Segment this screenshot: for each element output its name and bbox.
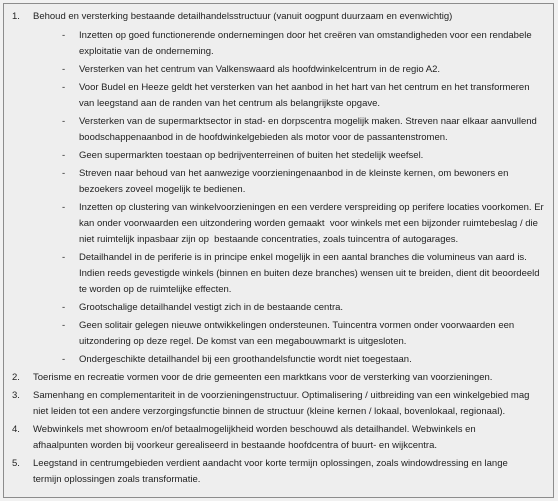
sub-item-text-line: exploitatie van de onderneming.: [79, 46, 214, 57]
item-number: 3.: [12, 390, 20, 401]
sub-list-item: [4, 300, 553, 316]
sub-item-text-line: niet ruimtelijk inpasbaar zijn op bestaande concentraties, zoals tuincentra of autogarages.: [79, 234, 459, 245]
sub-item-text-line: Inzetten op goed functionerende ondernemingen door het creëren van omstandigheden voor een rendabele: [79, 30, 532, 41]
item-text-line: niet leiden tot een andere verzorgingsfunctie binnen de structuur (kleine kernen / lokaal, bovenlokaal, regionaal).: [33, 406, 506, 417]
sub-list-item: [4, 200, 553, 248]
sub-item-text-line: Inzetten op clustering van winkelvoorzieningen en een verdere verspreiding op perifere locaties voorkomen. Er: [79, 202, 544, 213]
sub-list: [4, 28, 553, 368]
list-item-4: [4, 422, 553, 454]
item-number: 5.: [12, 458, 20, 469]
sub-item-text-line: Geen supermarkten toestaan op bedrijventerreinen of buiten het stedelijk weefsel.: [79, 150, 424, 161]
sub-list-item: [4, 80, 553, 112]
bullet-dash: -: [62, 116, 66, 127]
sub-item-text-line: Ondergeschikte detailhandel bij een groothandelsfunctie wordt niet toegestaan.: [79, 354, 412, 365]
bullet-dash: -: [62, 354, 66, 365]
sub-list-item: [4, 250, 553, 298]
sub-item-text-line: Versterken van de supermarktsector in stad- en dorpscentra mogelijk maken. Streven naar elkaar aanvullend: [79, 116, 537, 127]
bullet-dash: -: [62, 168, 66, 179]
item-text: [33, 422, 553, 454]
sub-list-item: [4, 114, 553, 146]
sub-item-text-line: te worden op de ruimtelijke effecten.: [79, 284, 232, 295]
sub-item-text-line: Voor Budel en Heeze geldt het versterken van het aanbod in het hart van het centrum en het transformeren: [79, 82, 530, 93]
sub-list-item: [4, 28, 553, 60]
item-text: [33, 456, 553, 488]
bullet-dash: -: [62, 82, 66, 93]
item-text-line: Toerisme en recreatie vormen voor de drie gemeenten een marktkans voor de versterking van voorzieningen.: [33, 372, 493, 383]
sub-item-text-line: Indien reeds gevestigde winkels (binnen en buiten deze branches) wensen uit te breiden, dient dit beoordeeld: [79, 268, 540, 279]
bullet-dash: -: [62, 320, 66, 331]
policy-list-box: [3, 3, 554, 498]
bullet-dash: -: [62, 64, 66, 75]
item-text: [33, 388, 553, 420]
item-text-line: Webwinkels met showroom en/of betaalmogelijkheid worden beschouwd als detailhandel. Webwinkels en: [33, 424, 476, 435]
item-text-line: termijn oplossingen zoals transformatie.: [33, 474, 201, 485]
item-number: 1.: [12, 11, 20, 22]
item-text-line: Behoud en versterking bestaande detailhandelsstructuur (vanuit oogpunt duurzaam en evenwichtig): [33, 11, 453, 22]
bullet-dash: -: [62, 302, 66, 313]
sub-item-text-line: Grootschalige detailhandel vestigt zich in de bestaande centra.: [79, 302, 344, 313]
sub-item-text-line: kan onder voorwaarden een uitzondering worden gemaakt voor winkels met een bijzonder ruimtebeslag / die: [79, 218, 538, 229]
list-item-1: [4, 9, 553, 368]
sub-list-item: [4, 148, 553, 164]
list-item-2: [4, 370, 553, 386]
sub-list-item: [4, 166, 553, 198]
item-number: 2.: [12, 372, 20, 383]
sub-item-text-line: van leegstand aan de randen van het centrum als belangrijkste opgave.: [79, 98, 381, 109]
sub-item-text-line: Geen solitair gelegen nieuwe ontwikkelingen ondersteunen. Tuincentra vormen onder voorwaarden een: [79, 320, 515, 331]
list-item-5: [4, 456, 553, 488]
item-text-line: afhaalpunten worden bij voorkeur gerealiseerd in bestaande hoofdcentra of buurt- en wijkcentra.: [33, 440, 438, 451]
sub-list-item: [4, 318, 553, 350]
item-text: [33, 370, 553, 386]
item-text-line: Samenhang en complementariteit in de voorzieningenstructuur. Optimalisering / uitbreiding van een winkelgebied mag: [33, 390, 530, 401]
sub-item-text-line: Versterken van het centrum van Valkenswaard als hoofdwinkelcentrum in de regio A2.: [79, 64, 441, 75]
bullet-dash: -: [62, 202, 66, 213]
item-text: [33, 9, 553, 25]
sub-item-text-line: bezoekers zoveel mogelijk te bedienen.: [79, 184, 246, 195]
sub-list-item: [4, 62, 553, 78]
list-item-3: [4, 388, 553, 420]
sub-item-text-line: Detailhandel in de periferie is in principe enkel mogelijk in een aantal branches die volumineus van aard is.: [79, 252, 527, 263]
bullet-dash: -: [62, 252, 66, 263]
sub-item-text-line: boodschappenaanbod in de hoofdwinkelgebieden als motor voor de passantenstromen.: [79, 132, 448, 143]
sub-item-text-line: uitzondering op deze regel. De komst van een megabouwmarkt is uitgesloten.: [79, 336, 407, 347]
item-text-line: Leegstand in centrumgebieden verdient aandacht voor korte termijn oplossingen, zoals windowdressing en lange: [33, 458, 508, 469]
bullet-dash: -: [62, 30, 66, 41]
bullet-dash: -: [62, 150, 66, 161]
sub-list-item: [4, 352, 553, 368]
sub-item-text-line: Streven naar behoud van het aanwezige voorzieningenaanbod in de kleinste kernen, om bewoners en: [79, 168, 509, 179]
item-number: 4.: [12, 424, 20, 435]
